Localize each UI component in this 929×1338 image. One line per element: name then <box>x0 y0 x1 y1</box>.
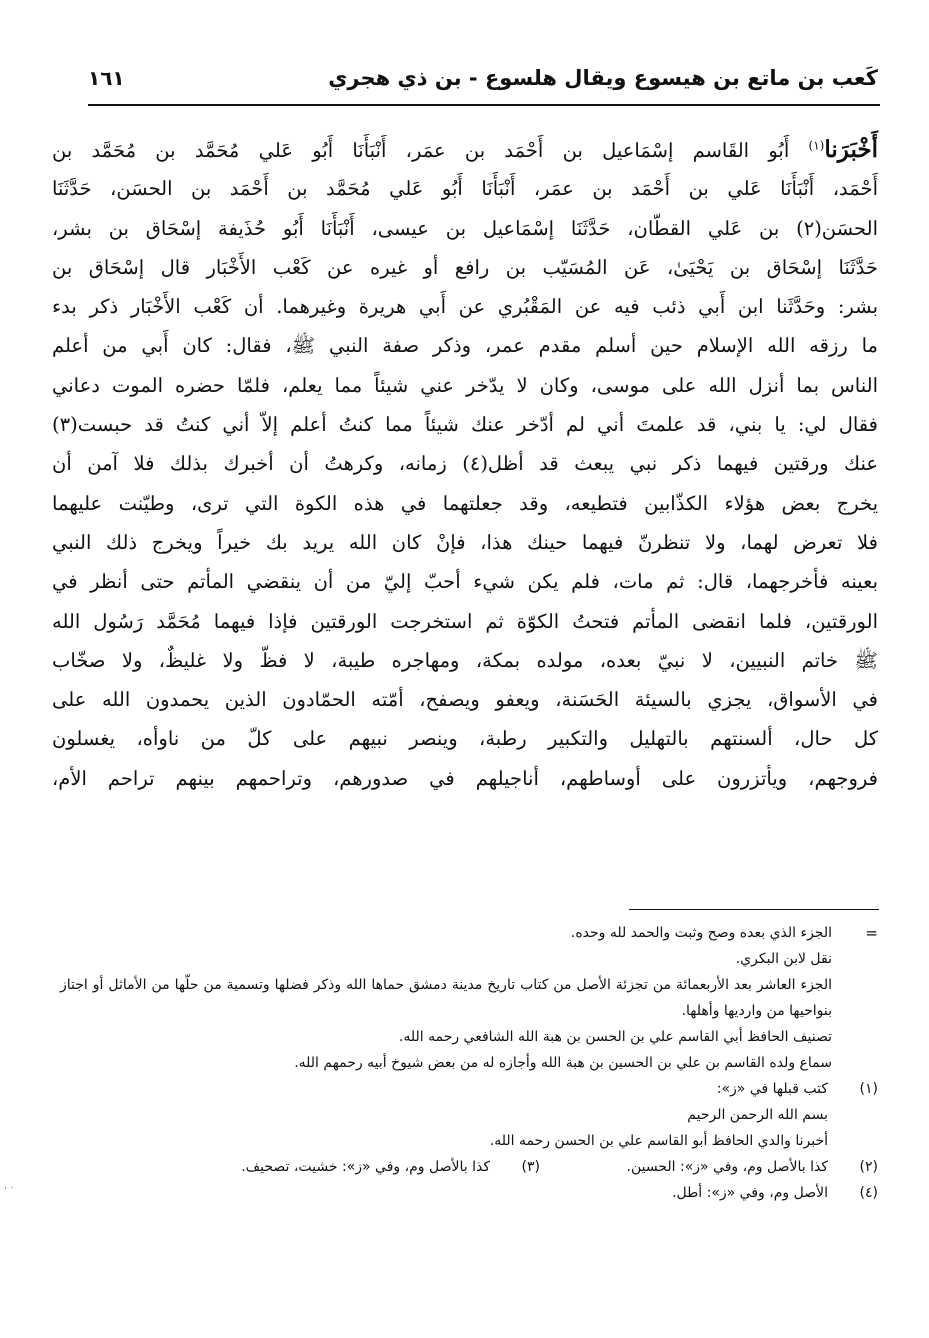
footnotes <box>60 920 878 1206</box>
line-text: أَبُو القَاسم إسْمَاعيل بن أَحْمَد بن عمَر، أَنْبَأَنَا أَبُو عَلي مُحَمَّد بن مُحَمَّد بن <box>52 139 790 162</box>
footnote-3 <box>241 1154 540 1180</box>
footnote-separator <box>629 909 879 910</box>
footnote-number: (٣) <box>521 1159 540 1175</box>
footnote-line: كتب قبلها في «ز»: <box>716 1081 828 1097</box>
footnote-number: (٤) <box>859 1185 878 1201</box>
text-line: ما رزقه الله الإسلام حين أسلم مقدم عمر، وذكر صفة النبي ﷺ، فقال: كان أَبي من أعلم <box>52 334 878 358</box>
continuation-mark: = <box>865 924 878 942</box>
running-title: كَعب بن ماتع بن هيسوع ويقال هلسوع - بن ذي هجري <box>328 66 878 90</box>
running-header <box>88 62 878 102</box>
footnote-line: أخبرنا والدي الحافظ أبو القاسم علي بن الحسن رحمه الله. <box>489 1133 828 1149</box>
footnote-text: الأصل وم، وفي «ز»: أطل. <box>672 1185 828 1201</box>
text-line: الناس بما أنزل الله على موسى، وكان لا يدّخر عني شيئاً مما يعلم، فلمّا حضره الموت دعاني <box>52 373 878 397</box>
footnotes-2-3 <box>60 1154 878 1180</box>
footnote-line: نقل لابن البكري. <box>735 951 832 967</box>
footnote-ref-1: (١) <box>808 138 825 153</box>
text-line: فروجهم، ويأتزرون على أوساطهم، أناجيلهم في صدورهم، وتراحمهم بينهم تراحم الأم، <box>52 766 878 790</box>
text-line: بعينه فأخرجهما، قال: ثم مات، فلم يكن شيء أحبّ إليّ من أن ينقضي المأتم حتى أنظر في <box>52 570 878 594</box>
text-line: حَدَّثَنَا إسْحَاق بن يَحْيَىٰ، عَن المُسَيّب بن رافع أو غيره عن كَعْب الأَخْبَار قال إسْحَاق بن <box>52 255 878 279</box>
footnote-number: (٢) <box>859 1159 878 1175</box>
footnote-text: كذا بالأصل وم، وفي «ز»: خشيت، تصحيف. <box>241 1159 490 1175</box>
footnote-line: الجزء العاشر بعد الأربعمائة من تجزئة الأصل من كتاب تاريخ مدينة دمشق حماها الله وذكر فضلها وتسمية من حلّها من الأماثل أو اجتاز بنواحيها من وارديها وأهلها. <box>60 977 832 1019</box>
text-line <box>52 130 878 169</box>
main-text <box>52 130 878 798</box>
footnote-text: كذا بالأصل وم، وفي «ز»: الحسين. <box>626 1159 828 1175</box>
text-line: الحسَن(٢) بن عَلي القطّان، حَدَّثَنَا إسْمَاعيل بن عيسى، أَنْبَأَنَا أَبُو حُذَيفة إسْحَاق بن بشر، <box>52 216 878 240</box>
text-line: عنك ورقتين فيهما ذكر نبي يبعث قد أظل(٤) زمانه، وكرهتُ أن أخبرك بذلك فلا آمن أن <box>52 452 878 476</box>
footnote-number: (١) <box>859 1081 878 1097</box>
footnote-1 <box>60 1076 878 1154</box>
text-line: يخرج بعض هؤلاء الكذّابين فتطيعه، وقد جعلتهما في هذه الكوة التي ترى، وطيّنت عليهما <box>52 491 878 515</box>
page-number: ١٦١ <box>88 66 125 90</box>
footnote-4 <box>60 1180 878 1206</box>
header-rule <box>88 104 880 106</box>
text-line: بشر: وحَدَّثَنا ابن أَبي ذئب فيه عن المَقْبُري عن أَبي هريرة وغيرهما. أن كَعْب الأَخْبَار ذكر بدء <box>52 295 878 319</box>
text-line: فقال لي: يا بني، قد علمتَ أني لم أدّخر عنك شيئاً مما كنتُ أعلم إلاّ أني كنتُ قد حبست(٣) <box>52 413 878 437</box>
footnote-line: سماع ولده القاسم بن علي بن الحسين بن هبة الله وأجازه له من بعض شيوخ أبيه رحمهم الله. <box>294 1055 832 1071</box>
text-line: أَحْمَد، أَنْبَأَنَا عَلي بن أَحْمَد بن عمَر، أَنْبَأَنَا أَبُو عَلي مُحَمَّد بن أَحْمَد بن الحسَن، حَدَّثَنَا <box>52 177 878 201</box>
footnote-continuation <box>60 920 878 1076</box>
text-line: الورقتين، فلما انقضى المأتم فتحتُ الكوّة ثم استخرجت الورقتين فإذا فيهما مُحَمَّد رَسُول الله <box>52 609 878 633</box>
text-line: في الأسواق، يجزي بالسيئة الحَسَنة، ويعفو ويصفح، أمّته الحمّادون الذين يحمدون الله على <box>52 688 878 712</box>
footnote-line: تصنيف الحافظ أبي القاسم علي بن الحسن بن هبة الله الشافعي رحمه الله. <box>398 1029 832 1045</box>
text-line: فلا تعرض لهما، ولا تنظرنّ فيهما حينك هذا، فإنْ كان الله يريد بك خيراً ويخرج ذلك النبي <box>52 530 878 554</box>
footnote-2 <box>627 1154 878 1180</box>
text-line: كل حال، ألسنتهم بالتهليل والتكبير رطبة، وينصر نبيهم على كلّ من ناوأه، يغسلون <box>52 727 878 751</box>
margin-mark: . , <box>4 1180 14 1191</box>
lead-word: أَخْبَرَنا <box>824 136 878 163</box>
footnote-line: الجزء الذي بعده وصح وثبت والحمد لله وحده. <box>570 925 832 941</box>
text-line: ﷺ خاتم النبيين، لا نبيّ بعده، مولده بمكة، ومهاجره طيبة، لا فظّ ولا غليظٌ، ولا صخّاب <box>52 648 878 672</box>
footnote-line: بسم الله الرحمن الرحيم <box>687 1107 828 1123</box>
